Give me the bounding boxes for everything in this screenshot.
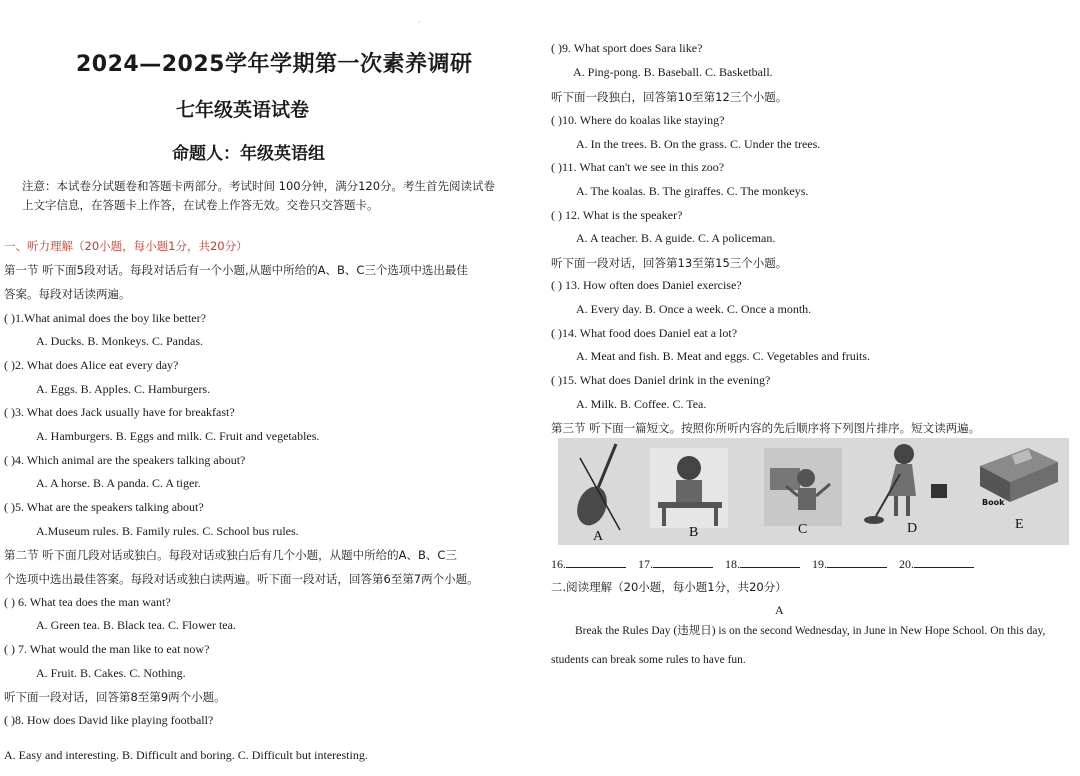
question-4-options: A. A horse. B. A panda. C. A tiger. [36,476,201,490]
question-15: ( )15. What does Daniel drink in the evening? [551,373,771,387]
question-11-options: A. The koalas. B. The giraffes. C. The monkeys. [576,184,809,198]
question-6-options: A. Green tea. B. Black tea. C. Flower tea. [36,618,236,632]
instruction-10-12: 听下面一段独白，回答第10至第12三个小题。 [551,90,788,104]
picture-label-b: B [689,525,699,540]
section-reading-heading: 二.阅读理解（20小题，每小题1分，共20分） [551,580,787,594]
question-14: ( )14. What food does Daniel eat a lot? [551,326,738,340]
passage-label: A [775,603,784,617]
question-8-options: A. Easy and interesting. B. Difficult and boring. C. Difficult but interesting. [4,748,368,762]
part3-instruction: 第三节 听下面一篇短文。按照你所听内容的先后顺序将下列图片排序。短文读两遍。 [551,421,981,435]
question-5: ( )5. What are the speakers talking about? [4,500,204,514]
question-5-options: A.Museum rules. B. Family rules. C. School bus rules. [36,524,299,538]
exam-subtitle: 七年级英语试卷 [176,99,310,121]
question-12-options: A. A teacher. B. A guide. C. A policeman. [576,231,776,245]
book-caption: Book [982,498,1005,507]
question-9: ( )9. What sport does Sara like? [551,41,703,55]
question-3-options: A. Hamburgers. B. Eggs and milk. C. Fruit and vegetables. [36,429,320,443]
question-10: ( )10. Where do koalas like staying? [551,113,725,127]
answer-blanks [551,555,974,572]
blank-20[interactable] [914,555,974,568]
question-1-options: A. Ducks. B. Monkeys. C. Pandas. [36,334,203,348]
question-2-options: A. Eggs. B. Apples. C. Hamburgers. [36,382,211,396]
question-3: ( )3. What does Jack usually have for breakfast? [4,405,235,419]
question-13-options: A. Every day. B. Once a week. C. Once a month. [576,302,812,316]
question-12: ( ) 12. What is the speaker? [551,208,683,222]
blank-16[interactable] [566,555,626,568]
part2-instruction-line1: 第二节 听下面几段对话或独白。每段对话或独白后有几个小题，从题中所给的A、B、C三 [4,548,457,562]
blank-17[interactable] [653,555,713,568]
blank-19-label: 19. [812,557,827,571]
picture-label-a: A [593,529,604,544]
notice-paragraph: 注意：本试卷分试题卷和答题卡两部分。考试时间 100分钟，满分120分。考生首先阅读试卷上文字信息，在答题卡上作答，在试卷上作答无效。交卷只交答题卡。 [22,179,496,212]
book-illustration [980,448,1058,502]
instruction-13-15: 听下面一段对话，回答第13至第15三个小题。 [551,256,788,270]
question-8: ( )8. How does David like playing football? [4,713,214,727]
exam-author: 命题人：年级英语组 [172,144,325,164]
girl-reading-illustration [650,448,728,528]
question-15-options: A. Milk. B. Coffee. C. Tea. [576,397,707,411]
passage-paragraph: Break the Rules Day (违规日) is on the second Wednesday, in June in New Hope School. On this day, students can break some rules to have fun. [551,625,1046,666]
boy-playing-illustration [764,448,842,526]
question-13: ( ) 13. How often does Daniel exercise? [551,278,742,292]
part1-instruction-line2: 答案。每段对话读两遍。 [4,287,131,301]
question-2: ( )2. What does Alice eat every day? [4,358,179,372]
picture-label-c: C [798,522,808,537]
blank-16-label: 16. [551,557,566,571]
blank-18-label: 18. [725,557,740,571]
picture-strip [558,438,1069,545]
picture-label-d: D [907,521,918,536]
question-1: ( )1.What animal does the boy like better? [4,311,206,325]
exam-title: 2024—2025学年学期第一次素养调研 [76,52,473,77]
violin-illustration [572,444,620,530]
question-10-options: A. In the trees. B. On the grass. C. Under the trees. [576,137,821,151]
part2-instruction-line2: 个选项中选出最佳答案。每段对话或独白读两遍。听下面一段对话，回答第6至第7两个小题。 [4,572,479,586]
question-11: ( )11. What can't we see in this zoo? [551,160,725,174]
blank-20-label: 20. [899,557,914,571]
question-6: ( ) 6. What tea does the man want? [4,595,171,609]
question-4: ( )4. Which animal are the speakers talking about? [4,453,246,467]
question-7-options: A. Fruit. B. Cakes. C. Nothing. [36,666,186,680]
picture-label-e: E [1015,517,1024,532]
header-dot: · [418,18,421,27]
blank-17-label: 17. [638,557,653,571]
question-7: ( ) 7. What would the man like to eat now? [4,642,210,656]
blank-19[interactable] [827,555,887,568]
girl-sweeping-illustration [864,444,947,524]
blank-18[interactable] [740,555,800,568]
instruction-8-9: 听下面一段对话，回答第8至第9两个小题。 [4,690,226,704]
question-9-options: A. Ping-pong. B. Baseball. C. Basketball. [573,65,773,79]
question-14-options: A. Meat and fish. B. Meat and eggs. C. Vegetables and fruits. [576,349,871,363]
picture-strip-illustrations [558,438,1069,545]
section-listening-heading: 一、听力理解（20小题，每小题1分，共20分） [4,239,248,253]
part1-instruction-line1: 第一节 听下面5段对话。每段对话后有一个小题,从题中所给的A、B、C三个选项中选出最佳 [4,263,468,277]
